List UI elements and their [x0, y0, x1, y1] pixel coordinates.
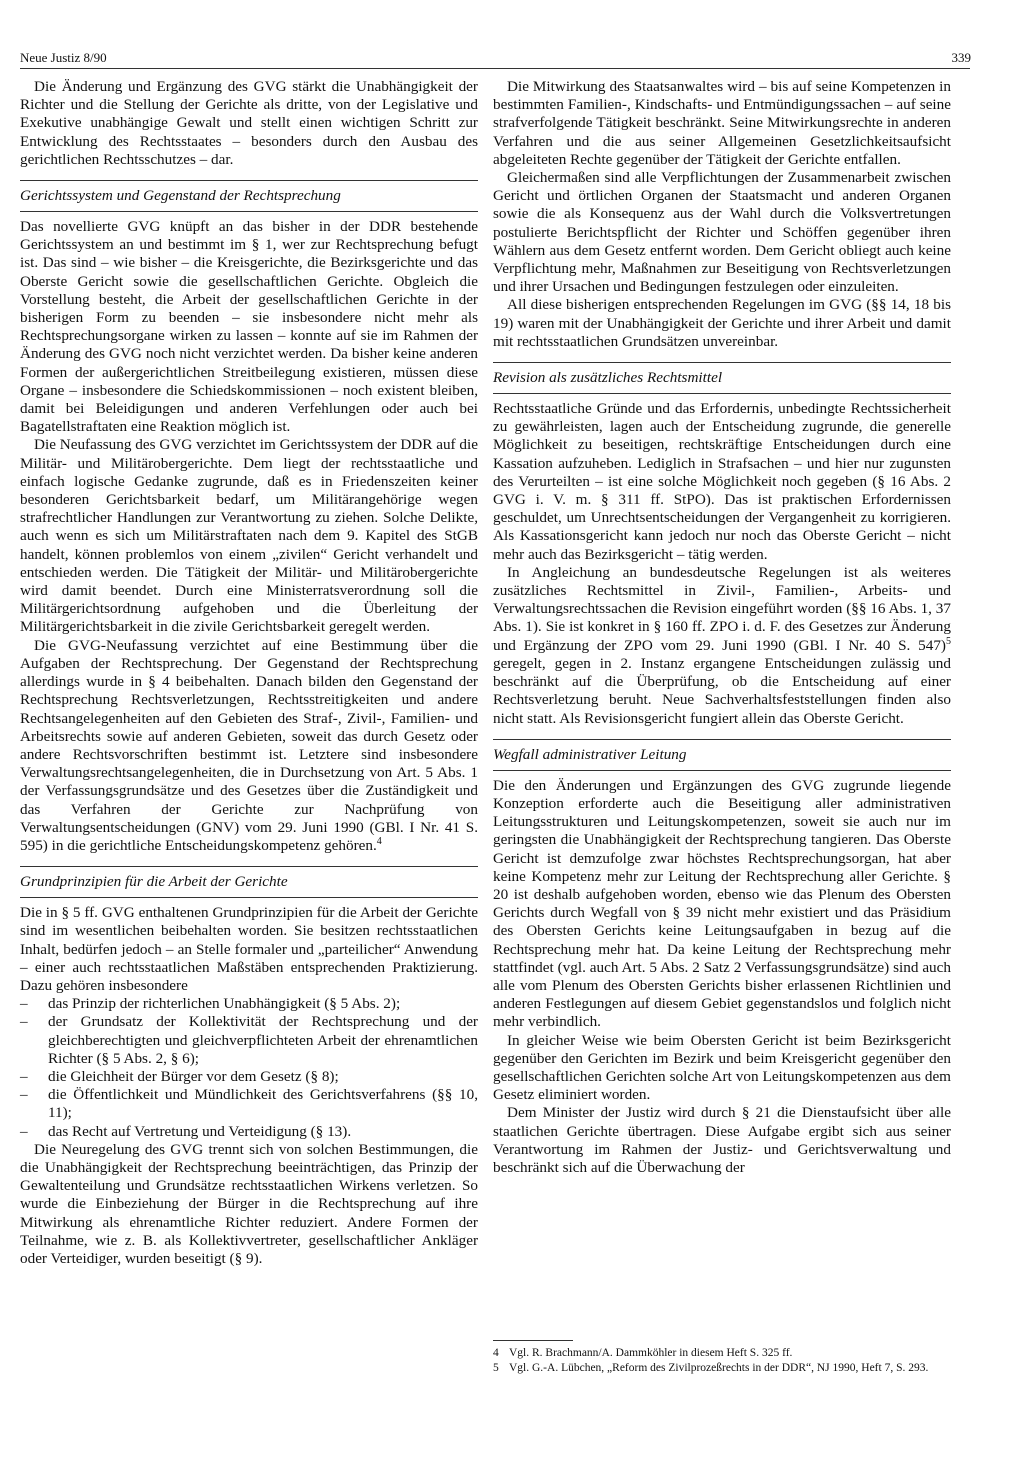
paragraph: Die den Änderungen und Ergänzungen des GVG zugrunde liegende Konzeption erforderte auch die Beseitigung aller administrativen Leitungsstrukturen und Leitungskompetenzen, soweit sie auch nur im geringsten die Unabhängigkeit der Rechtsprechung tangieren. Das Oberste Gericht ist demzufolge zwar höchstes Rechtsprechungsorgan, hat aber keine Kompetenz mehr zur Leitung der Rechtsprechung aller Gerichte. § 20 ist deshalb aufgehoben worden, ebenso wie das Plenum des Obersten Gerichts durch Wegfall von § 39 nicht mehr existiert und das Präsidium des Obersten Gerichts keine Leitungsaufgaben in bezug auf die Rechtsprechung mehr hat. Da keine Leitung der Rechtsprechung mehr stattfindet (vgl. auch Art. 5 Abs. 2 Satz 2 Verfassungsgrundsätze) sind auch alle vom Plenum des Obersten Gerichts bisher erlassenen Richtlinien und anderen Festlegungen auf diesem Gebiet gegenstandslos und folglich nicht mehr verbindlich. [493, 776, 951, 1031]
paragraph: In gleicher Weise wie beim Obersten Gericht ist beim Bezirksgericht gegenüber den Gerichten im Bezirk und beim Kreisgericht gegenüber den gesellschaftlichen Gerichten solche Art von Leitungskompetenzen aus dem Gesetz eliminiert worden. [493, 1031, 951, 1104]
paragraph: Rechtsstaatliche Gründe und das Erfordernis, unbedingte Rechtssicherheit zu gewährleisten, lagen auch der Entscheidung zugrunde, die generelle Möglichkeit zu beseitigen, rechtskräftige Entscheidungen durch eine Kassation aufzuheben. Lediglich in Strafsachen – und hier nur zugunsten des Verurteilten – ist eine solche Möglichkeit noch gegeben (§ 16 Abs. 2 GVG i. V. m. § 311 ff. StPO). Das ist praktischen Erfordernissen geschuldet, um Unrechtsentscheidungen der Vergangenheit zu korrigieren. Als Kassationsgericht kann jedoch nur noch das Oberste Gericht – nicht mehr auch das Bezirksgericht – tätig werden. [493, 400, 951, 563]
page-number: 339 [951, 50, 971, 65]
left-column [20, 78, 478, 1268]
footnote-ref-5: 5 [946, 635, 951, 647]
footnote-number: 4 [493, 1347, 499, 1359]
list-item: – der Grundsatz der Kollektivität der Rechtsprechung und der gleichberechtigten und gleichverpflichteten Arbeit der ehrenamtlichen Richter (§ 5 Abs. 2, § 6); [20, 1013, 478, 1068]
section-heading-rule [493, 393, 951, 394]
section-heading-gerichtssystem: Gerichtssystem und Gegenstand der Rechtsprechung [20, 180, 478, 209]
paragraph-text: geregelt, gegen in 2. Instanz ergangene Entscheidungen zulässig und beschränkt auf die Überprüfung, ob die Entscheidung auf einer Rechtsverletzung beruht. Neue Sachverhaltsfeststellungen finden also nicht statt. Als Revisionsgericht fungiert allein das Oberste Gericht. [493, 654, 951, 727]
paragraph: Das novellierte GVG knüpft an das bisher in der DDR bestehende Gerichtssystem an und bestimmt im § 1, wer zur Rechtsprechung befugt ist. Das sind – wie bisher – die Kreisgerichte, die Bezirksgerichte und das Oberste Gericht sowie die gesellschaftlichen Gerichte. Obgleich die Vorstellung besteht, die Arbeit der gesellschaftlichen Gerichte in der bisherigen Form zu beenden – sie insbesondere nicht mehr als Rechtsprechungsorgane wirken zu lassen – konnte auf sie im Rahmen der Änderung des GVG noch nicht verzichtet werden. Da bisher keine anderen Formen der außergerichtlichen Streitbeilegung existieren, müssen diese Organe – insbesondere die Schiedskommissionen – noch existent bleiben, damit bei Beleidigungen und anderen Verfehlungen oder auch bei Bagatellstraftaten eine Reaktion möglich ist. [20, 218, 478, 436]
section-heading-revision: Revision als zusätzliches Rechtsmittel [493, 362, 951, 391]
list-item: – die Öffentlichkeit und Mündlichkeit des Gerichtsverfahrens (§§ 10, 11); [20, 1086, 478, 1122]
footnote-text: Vgl. R. Brachmann/A. Dammköhler in diesem Heft S. 325 ff. [509, 1347, 793, 1359]
list-item: – das Prinzip der richterlichen Unabhängigkeit (§ 5 Abs. 2); [20, 995, 478, 1013]
section-heading-rule [493, 770, 951, 771]
right-column [493, 78, 951, 1177]
paragraph-text: Die GVG-Neufassung verzichtet auf eine Bestimmung über die Aufgaben der Rechtsprechung. Der Gegenstand der Rechtsprechung allerdings wurde in § 4 beibehalten. Danach bilden den Gegenstand der Rechtsprechung Rechtsverletzungen, Rechtsstreitigkeiten und andere Rechtsangelegenheiten auf den Gebieten des Straf-, Zivil-, Familien- und Arbeitsrechts sowie auf anderen Gebieten, soweit das durch Gesetz oder andere Rechtsvorschriften bestimmt ist. Letztere sind insbesondere Verwaltungsrechtsangelegenheiten, die in Durchsetzung von Art. 5 Abs. 1 der Verfassungsgrundsätze und des Gesetzes über die Zuständigkeit und das Verfahren der Gerichte zur Nachprüfung von Verwaltungsentscheidungen (GNV) vom 29. Juni 1990 (GBl. I Nr. 41 S. 595) in die gerichtliche Entscheidungskompetenz gehören. [20, 636, 478, 854]
paragraph: Die in § 5 ff. GVG enthaltenen Grundprinzipien für die Arbeit der Gerichte sind im wesentlichen beibehalten worden. Sie besitzen rechtsstaatlichen Inhalt, bedürfen jedoch – an Stelle formaler und „parteilicher“ Anwendung – einer auch rechtsstaatlichen Maßstäben entsprechenden Praktizierung. Dazu gehören insbesondere [20, 904, 478, 994]
running-header-journal: Neue Justiz 8/90 [20, 50, 107, 65]
paragraph: Dem Minister der Justiz wird durch § 21 die Dienstaufsicht über alle staatlichen Gerichte übertragen. Diese Aufgabe ergibt sich aus seiner Verantwortung im Rahmen der Justiz- und Gerichtsverwaltung und beschränkt sich auf die Überwachung der [493, 1104, 951, 1176]
paragraph: All diese bisherigen entsprechenden Regelungen im GVG (§§ 14, 18 bis 19) waren mit der Unabhängigkeit der Gerichte und ihrer Arbeit und damit mit rechtsstaatlichen Grundsätzen unvereinbar. [493, 296, 951, 350]
paragraph-text: In Angleichung an bundesdeutsche Regelungen ist als weiteres zusätzliches Rechtsmittel in Zivil-, Familien-, Arbeits- und Verwaltungsrechtssachen die Revision eingeführt worden (§§ 16 Abs. 1, 37 Abs. 1). Sie ist konkret in § 160 ff. ZPO i. d. F. des Gesetzes zur Änderung und Ergänzung der ZPO vom 29. Juni 1990 (GBl. I Nr. 40 S. 547) [493, 563, 951, 654]
paragraph: Gleichermaßen sind alle Verpflichtungen der Zusammenarbeit zwischen Gericht und örtlichen Organen der Staatsmacht und anderen Organen sowie die als Konsequenz aus der Wahl durch die Volksvertretungen postulierte Berichtspflicht der Richter und Schöffen gegenüber ihren Wählern aus dem Gesetz entfernt worden. Dem Gericht obliegt auch keine Verpflichtung mehr, Maßnahmen zur Beseitigung von Rechtsverletzungen und ihrer Ursachen und Bedingungen festzulegen oder einzuleiten. [493, 169, 951, 296]
section-heading-wegfall: Wegfall administrativer Leitung [493, 739, 951, 768]
footnote-number: 5 [493, 1362, 499, 1374]
intro-paragraph: Die Änderung und Ergänzung des GVG stärkt die Unabhängigkeit der Richter und die Stellung der Gerichte als dritte, von der Legislative und Exekutive unabhängige Gewalt und stellt einen wichtigen Schritt zur Entwicklung des Rechtsstaates – besonders durch den Ausbau des gerichtlichen Rechtsschutzes – dar. [20, 78, 478, 168]
paragraph: Die Neuregelung des GVG trennt sich von solchen Bestimmungen, die die Unabhängigkeit der Rechtsprechung beeinträchtigen, das Prinzip der Gewaltenteilung und Grundsätze rechtsstaatlichen Wirkens verletzen. So wurde die Einbeziehung der Bürger in die Rechtsprechung auf ihre Mitwirkung als ehrenamtliche Richter reduziert. Andere Formen der Teilnahme, wie z. B. als Kollektivvertreter, gesellschaftlicher Ankläger oder Verteidiger, wurden beseitigt (§ 9). [20, 1140, 478, 1267]
paragraph [20, 637, 478, 855]
paragraph: Die Neufassung des GVG verzichtet im Gerichtssystem der DDR auf die Militär- und Militärobergerichte. Dem liegt der rechtsstaatliche und einfach logische Gedanke zugrunde, daß es in Friedenszeiten keiner besonderen Gerichtsbarkeit bedarf, um Militärangehörige wegen strafrechtlicher Handlungen zur Verantwortung zu ziehen. Solche Delikte, auch wenn es sich um Militärstraftaten nach dem 9. Kapitel des StGB handelt, können problemlos von einem „zivilen“ Gericht verhandelt und entschieden werden. Die Tätigkeit der Militär- und Militärobergerichte wird damit beendet. Durch eine Ministerratsverordnung soll die Militärgerichtsordnung aufgehoben und die Überleitung der Militärgerichtsbarkeit in die zivile Gerichtsbarkeit geregelt werden. [20, 436, 478, 636]
footnote-4 [493, 1346, 953, 1360]
list-item: – die Gleichheit der Bürger vor dem Gesetz (§ 8); [20, 1068, 478, 1086]
footnote-rule [493, 1340, 573, 1341]
footnote-5 [493, 1361, 953, 1375]
section-heading-rule [20, 211, 478, 212]
footnote-text: Vgl. G.-A. Lübchen, „Reform des Zivilprozeßrechts in der DDR“, NJ 1990, Heft 7, S. 293. [509, 1362, 929, 1374]
footnote-ref-4: 4 [376, 835, 382, 847]
section-heading-rule [20, 897, 478, 898]
paragraph [493, 564, 951, 728]
section-heading-grundprinzipien: Grundprinzipien für die Arbeit der Gerichte [20, 866, 478, 895]
list-item: – das Recht auf Vertretung und Verteidigung (§ 13). [20, 1123, 478, 1141]
paragraph: Die Mitwirkung des Staatsanwaltes wird – bis auf seine Kompetenzen in bestimmten Familien-, Kindschafts- und Entmündigungssachen – auf seine strafverfolgende Tätigkeit beschränkt. Seine Mitwirkungsrechte in anderen Verfahren und die aus seiner Allgemeinen Gesetzlichkeitsaufsicht abgeleiteten Rechte gegenüber der Tätigkeit der Gerichte entfallen. [493, 78, 951, 168]
principles-list [20, 995, 478, 1141]
header-rule [20, 68, 970, 69]
